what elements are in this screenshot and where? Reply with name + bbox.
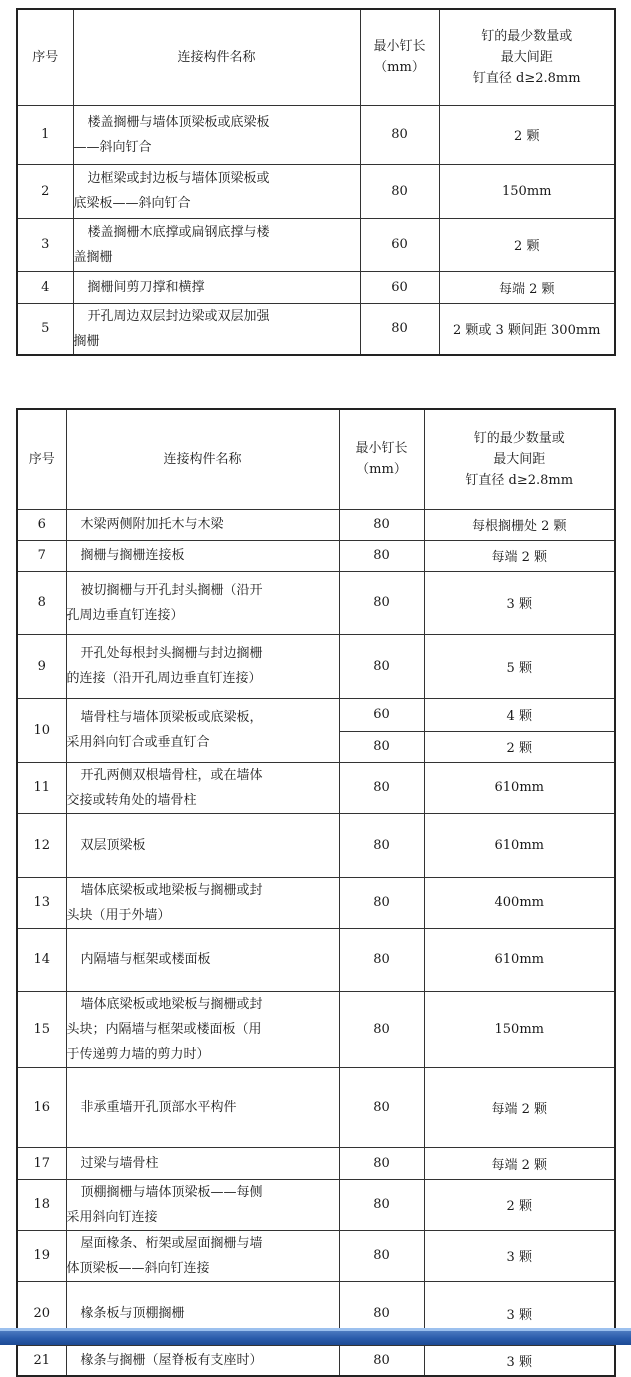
row-name	[73, 303, 360, 355]
row-name	[66, 540, 339, 571]
row-quantity: 610mm	[424, 813, 615, 877]
table-row	[17, 271, 615, 303]
row-min-length: 80	[339, 928, 424, 991]
row-name-line: 头块（用于外墙）	[66, 907, 171, 923]
row-min-length: 80	[339, 1345, 424, 1376]
header-quantity-line2: 最大间距	[493, 451, 546, 467]
header-name: 连接构件名称	[66, 409, 339, 509]
row-quantity: 2 颗	[424, 731, 615, 762]
row-name	[66, 762, 339, 813]
table-row	[17, 698, 615, 731]
header-name: 连接构件名称	[73, 9, 360, 105]
row-name-line: 被切搁栅与开孔封头搁栅（沿开	[80, 582, 263, 598]
row-name-line: 顶棚搁栅与墙体顶梁板——每侧	[80, 1184, 263, 1200]
row-number: 5	[17, 303, 73, 355]
header-length-line1: 最小钉长	[373, 39, 426, 55]
header-length-line1: 最小钉长	[355, 441, 408, 457]
row-name-line: 搁栅与搁栅连接板	[80, 548, 185, 563]
row-name-line: 搁栅	[73, 333, 100, 349]
row-name-line: 开孔两侧双根墙骨柱，或在墙体	[80, 767, 263, 783]
row-min-length: 80	[339, 1281, 424, 1345]
row-name-line: 盖搁栅	[73, 249, 113, 265]
header-quantity-line3: 钉直径 d≥2.8mm	[472, 70, 581, 86]
row-name-line: 椽条与搁栅（屋脊板有支座时）	[80, 1352, 263, 1368]
table-row	[17, 1230, 615, 1281]
row-name-line: 搁栅间剪刀撑和横撑	[87, 279, 205, 295]
row-number: 17	[17, 1147, 66, 1179]
row-name-line: 墙体底梁板或地梁板与搁栅或封	[80, 996, 263, 1012]
row-name	[73, 218, 360, 271]
row-quantity: 400mm	[424, 877, 615, 928]
row-name-line: 非承重墙开孔顶部水平构件	[80, 1099, 237, 1115]
row-min-length: 80	[339, 762, 424, 813]
nail-table-1	[16, 8, 616, 356]
row-name-line: 体顶梁板——斜向钉连接	[66, 1260, 210, 1276]
row-name	[73, 164, 360, 218]
row-number: 9	[17, 634, 66, 698]
row-quantity: 150mm	[424, 991, 615, 1067]
row-quantity: 610mm	[424, 928, 615, 991]
row-min-length: 80	[339, 731, 424, 762]
row-number: 13	[17, 877, 66, 928]
row-name	[66, 698, 339, 762]
header-length	[360, 9, 439, 105]
row-number: 16	[17, 1067, 66, 1147]
row-quantity: 2 颗	[424, 1179, 615, 1230]
row-min-length: 60	[360, 218, 439, 271]
row-name-line: 边框梁或封边板与墙体顶梁板或	[87, 171, 270, 186]
row-name-line: 采用斜向钉合或垂直钉合	[66, 735, 210, 750]
row-min-length: 60	[339, 698, 424, 731]
table-header-row	[17, 409, 615, 509]
header-length-line2: （mm）	[374, 60, 425, 76]
row-number: 14	[17, 928, 66, 991]
row-name	[66, 1230, 339, 1281]
row-name-line: 墙骨柱与墙体顶梁板或底梁板，	[80, 710, 263, 725]
row-name	[73, 105, 360, 164]
table-row	[17, 540, 615, 571]
table-row	[17, 928, 615, 991]
row-number: 20	[17, 1281, 66, 1345]
row-min-length: 80	[339, 1147, 424, 1179]
row-quantity: 2 颗或 3 颗间距 300mm	[439, 303, 615, 355]
row-quantity: 3 颗	[424, 1281, 615, 1345]
row-quantity: 每端 2 颗	[439, 271, 615, 303]
nail-table-2	[16, 408, 616, 1377]
row-name-line: 采用斜向钉连接	[66, 1209, 158, 1225]
row-name-line: 屋面椽条、桁架或屋面搁栅与墙	[80, 1235, 263, 1251]
header-no: 序号	[17, 9, 73, 105]
row-quantity: 5 颗	[424, 634, 615, 698]
row-name	[66, 877, 339, 928]
row-min-length: 80	[339, 634, 424, 698]
row-number: 1	[17, 105, 73, 164]
row-name	[66, 1345, 339, 1376]
row-number: 7	[17, 540, 66, 571]
header-quantity-line3: 钉直径 d≥2.8mm	[465, 472, 574, 488]
row-min-length: 80	[339, 813, 424, 877]
row-min-length: 80	[360, 105, 439, 164]
header-length	[339, 409, 424, 509]
row-quantity: 3 颗	[424, 1230, 615, 1281]
row-quantity: 每端 2 颗	[424, 1147, 615, 1179]
row-number: 2	[17, 164, 73, 218]
row-name	[66, 1179, 339, 1230]
table-row	[17, 105, 615, 164]
row-name-line: 内隔墙与框架或楼面板	[80, 952, 211, 967]
row-name-line: 底梁板——斜向钉合	[73, 196, 191, 211]
table-row	[17, 1345, 615, 1376]
row-quantity: 3 颗	[424, 1345, 615, 1376]
row-quantity: 每根搁栅处 2 颗	[424, 509, 615, 540]
row-number: 6	[17, 509, 66, 540]
row-quantity: 2 颗	[439, 218, 615, 271]
row-min-length: 60	[360, 271, 439, 303]
row-min-length: 80	[339, 1230, 424, 1281]
row-name-line: 楼盖搁栅木底撑或扁钢底撑与楼	[87, 224, 270, 240]
header-quantity-line1: 钉的最少数量或	[473, 430, 565, 446]
row-min-length: 80	[339, 571, 424, 634]
row-name	[66, 634, 339, 698]
row-quantity: 610mm	[424, 762, 615, 813]
row-quantity: 每端 2 颗	[424, 1067, 615, 1147]
header-length-line2: （mm）	[356, 462, 407, 478]
row-name-line: 椽条板与顶棚搁栅	[80, 1305, 185, 1321]
row-name-line: 楼盖搁栅与墙体顶梁板或底梁板	[87, 114, 270, 130]
table-row	[17, 634, 615, 698]
row-quantity: 150mm	[439, 164, 615, 218]
row-number: 15	[17, 991, 66, 1067]
table-row	[17, 877, 615, 928]
row-name	[66, 509, 339, 540]
header-quantity-line1: 钉的最少数量或	[481, 28, 573, 44]
row-name	[66, 928, 339, 991]
row-number: 11	[17, 762, 66, 813]
table-row	[17, 509, 615, 540]
table-row	[17, 813, 615, 877]
table-row	[17, 991, 615, 1067]
row-number: 18	[17, 1179, 66, 1230]
table-row	[17, 218, 615, 271]
row-name-line: 开孔周边双层封边梁或双层加强	[87, 308, 270, 324]
row-name-line: ——斜向钉合	[73, 139, 152, 155]
row-name	[66, 991, 339, 1067]
header-no: 序号	[17, 409, 66, 509]
row-name	[66, 571, 339, 634]
row-min-length: 80	[339, 509, 424, 540]
header-quantity	[424, 409, 615, 509]
footer-bar	[0, 1328, 631, 1345]
row-min-length: 80	[360, 303, 439, 355]
row-number: 12	[17, 813, 66, 877]
row-name-line: 于传递剪力墙的剪力时）	[66, 1046, 210, 1062]
table-row	[17, 571, 615, 634]
table-header-row	[17, 9, 615, 105]
row-name-line: 双层顶梁板	[80, 837, 146, 853]
row-quantity: 3 颗	[424, 571, 615, 634]
row-number: 21	[17, 1345, 66, 1376]
row-name	[73, 271, 360, 303]
row-number: 10	[17, 698, 66, 762]
row-quantity: 4 颗	[424, 698, 615, 731]
header-quantity-line2: 最大间距	[500, 49, 553, 65]
table-row	[17, 762, 615, 813]
table-row	[17, 1147, 615, 1179]
row-name-line: 的连接（沿开孔周边垂直钉连接）	[66, 671, 262, 686]
row-name	[66, 1147, 339, 1179]
row-number: 4	[17, 271, 73, 303]
row-number: 8	[17, 571, 66, 634]
row-name	[66, 1067, 339, 1147]
header-quantity	[439, 9, 615, 105]
row-min-length: 80	[339, 540, 424, 571]
table-row	[17, 164, 615, 218]
row-number: 19	[17, 1230, 66, 1281]
row-name-line: 木梁两侧附加托木与木梁	[80, 517, 224, 532]
row-min-length: 80	[339, 991, 424, 1067]
row-min-length: 80	[339, 1067, 424, 1147]
row-min-length: 80	[360, 164, 439, 218]
row-min-length: 80	[339, 877, 424, 928]
row-name-line: 过梁与墙骨柱	[80, 1155, 159, 1171]
row-name-line: 头块；内隔墙与框架或楼面板（用	[66, 1021, 262, 1037]
row-quantity: 每端 2 颗	[424, 540, 615, 571]
row-name-line: 墙体底梁板或地梁板与搁栅或封	[80, 882, 263, 898]
table-row	[17, 303, 615, 355]
row-quantity: 2 颗	[439, 105, 615, 164]
row-name-line: 孔周边垂直钉连接）	[66, 607, 184, 623]
table-row	[17, 1179, 615, 1230]
row-name-line: 交接或转角处的墙骨柱	[66, 792, 197, 808]
table-row	[17, 1067, 615, 1147]
row-number: 3	[17, 218, 73, 271]
row-name	[66, 813, 339, 877]
row-min-length: 80	[339, 1179, 424, 1230]
row-name-line: 开孔处每根封头搁栅与封边搁栅	[80, 646, 263, 661]
